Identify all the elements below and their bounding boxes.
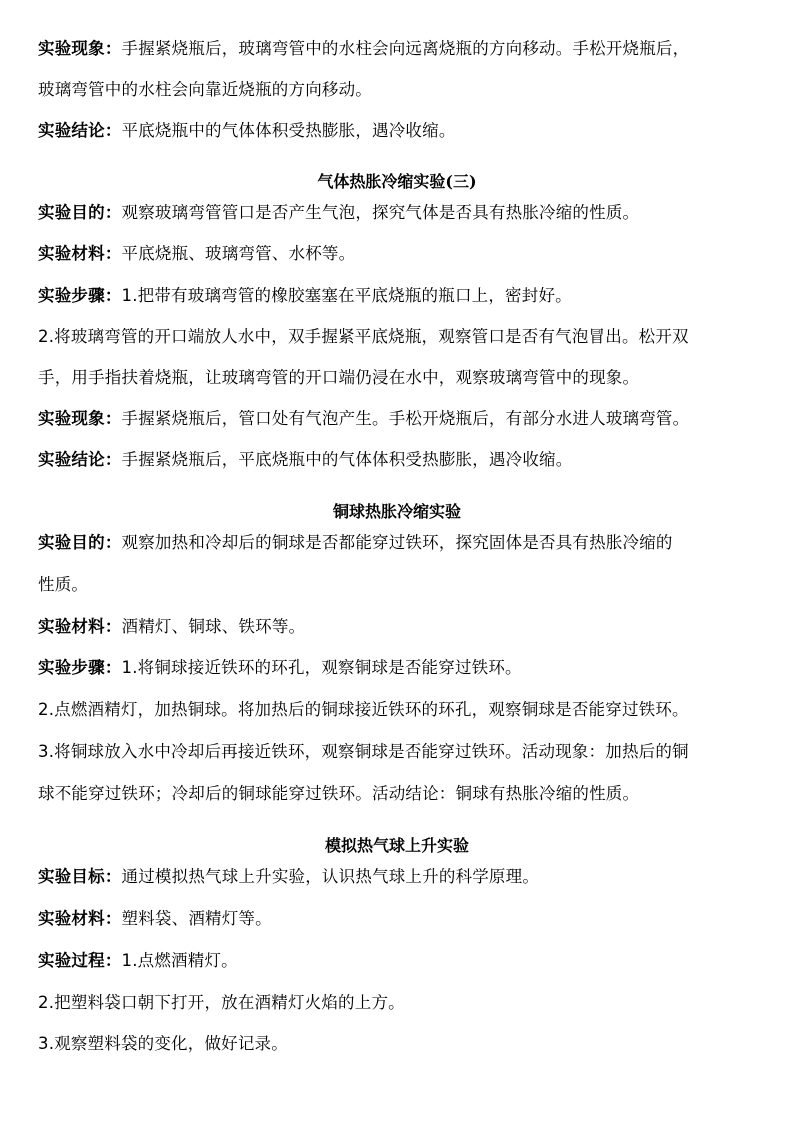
paragraph-line — [38, 79, 768, 101]
paragraph-text: 塑料袋、酒精灯等。 — [121, 909, 272, 928]
paragraph-text: 2.将玻璃弯管的开口端放人水中，双手握紧平底烧瓶，观察管口是否有气泡冒出。松开双 — [38, 327, 689, 346]
paragraph-line — [38, 908, 768, 930]
field-label: 实验现象 — [38, 39, 105, 58]
paragraph-text: 手，用手指扶着烧瓶，让玻璃弯管的开口端仍浸在水中，观察玻璃弯管中的现象。 — [38, 368, 640, 387]
paragraph-line — [38, 202, 768, 224]
paragraph-line — [38, 741, 768, 763]
paragraph-line — [38, 616, 768, 638]
paragraph-text: 观察加热和冷却后的铜球是否都能穿过铁环，探究固体是否具有热胀冷缩的 — [121, 533, 673, 552]
field-label: 实验材料 — [38, 617, 105, 636]
paragraph-line — [38, 866, 768, 888]
paragraph-text: 3.观察塑料袋的变化，做好记录。 — [38, 1034, 288, 1053]
label-separator: ： — [104, 244, 122, 263]
label-separator: ： — [104, 409, 122, 428]
field-label: 实验结论 — [38, 121, 105, 140]
paragraph-text: 1.点燃酒精灯。 — [121, 951, 238, 970]
paragraph-line — [38, 574, 768, 596]
paragraph-line — [38, 1033, 768, 1055]
field-label: 实验目标 — [38, 867, 105, 886]
field-label: 实验目的 — [38, 203, 105, 222]
field-label: 实验过程 — [38, 951, 105, 970]
paragraph-line — [38, 243, 768, 265]
paragraph-text: 手握紧烧瓶后，平底烧瓶中的气体体积受热膨胀，遇冷收缩。 — [121, 450, 573, 469]
label-separator: ： — [104, 450, 122, 469]
paragraph-text: 平底烧瓶、玻璃弯管、水杯等。 — [121, 244, 356, 263]
label-separator: ： — [104, 203, 122, 222]
paragraph-text: 平底烧瓶中的气体体积受热膨胀，遇冷收缩。 — [121, 121, 456, 140]
paragraph-text: 3.将铜球放入水中冷却后再接近铁环，观察铜球是否能穿过铁环。活动现象：加热后的铜 — [38, 742, 689, 761]
paragraph-text: 1.将铜球接近铁环的环孔，观察铜球是否能穿过铁环。 — [121, 658, 522, 677]
paragraph-line — [38, 783, 768, 805]
label-separator: ： — [104, 533, 122, 552]
paragraph-line — [38, 120, 768, 142]
field-label: 实验结论 — [38, 450, 105, 469]
label-separator: ： — [104, 121, 122, 140]
field-label: 实验材料 — [38, 244, 105, 263]
paragraph-line — [38, 699, 768, 721]
paragraph-text: 观察玻璃弯管管口是否产生气泡，探究气体是否具有热胀冷缩的性质。 — [121, 203, 640, 222]
paragraph-text: 手握紧烧瓶后，玻璃弯管中的水柱会向远离烧瓶的方向移动。手松开烧瓶后， — [121, 39, 690, 58]
label-separator: ： — [104, 909, 122, 928]
field-label: 实验步骤 — [38, 286, 105, 305]
paragraph-line — [38, 992, 768, 1014]
paragraph-line — [38, 285, 768, 307]
paragraph-text: 2.把塑料袋口朝下打开，放在酒精灯火焰的上方。 — [38, 993, 405, 1012]
field-label: 实验材料 — [38, 909, 105, 928]
paragraph-line — [38, 408, 768, 430]
section-heading: 模拟热气球上升实验 — [324, 836, 469, 855]
paragraph-text: 2.点燃酒精灯，加热铜球。将加热后的铜球接近铁环的环孔，观察铜球是否能穿过铁环。 — [38, 700, 689, 719]
paragraph-text: 通过模拟热气球上升实验，认识热气球上升的科学原理。 — [121, 867, 540, 886]
paragraph-line — [38, 532, 768, 554]
section-heading: 气体热胀冷缩实验(三) — [317, 172, 477, 191]
paragraph-text: 1.把带有玻璃弯管的橡胶塞塞在平底烧瓶的瓶口上，密封好。 — [121, 286, 572, 305]
paragraph-line — [38, 38, 768, 60]
label-separator: ： — [104, 617, 122, 636]
field-label: 实验现象 — [38, 409, 105, 428]
paragraph-line — [38, 657, 768, 679]
label-separator: ： — [104, 658, 122, 677]
paragraph-text: 球不能穿过铁环；冷却后的铜球能穿过铁环。活动结论：铜球有热胀冷缩的性质。 — [38, 784, 640, 803]
field-label: 实验目的 — [38, 533, 105, 552]
label-separator: ： — [104, 867, 122, 886]
paragraph-text: 酒精灯、铜球、铁环等。 — [121, 617, 306, 636]
section-heading: 铜球热胀冷缩实验 — [332, 502, 461, 521]
field-label: 实验步骤 — [38, 658, 105, 677]
label-separator: ： — [104, 39, 122, 58]
paragraph-text: 手握紧烧瓶后，管口处有气泡产生。手松开烧瓶后，有部分水进人玻璃弯管。 — [121, 409, 690, 428]
paragraph-line — [38, 367, 768, 389]
paragraph-text: 玻璃弯管中的水柱会向靠近烧瓶的方向移动。 — [38, 80, 372, 99]
paragraph-text: 性质。 — [38, 575, 89, 594]
label-separator: ： — [104, 951, 122, 970]
paragraph-line — [38, 950, 768, 972]
paragraph-line — [38, 326, 768, 348]
paragraph-line — [38, 449, 768, 471]
label-separator: ： — [104, 286, 122, 305]
